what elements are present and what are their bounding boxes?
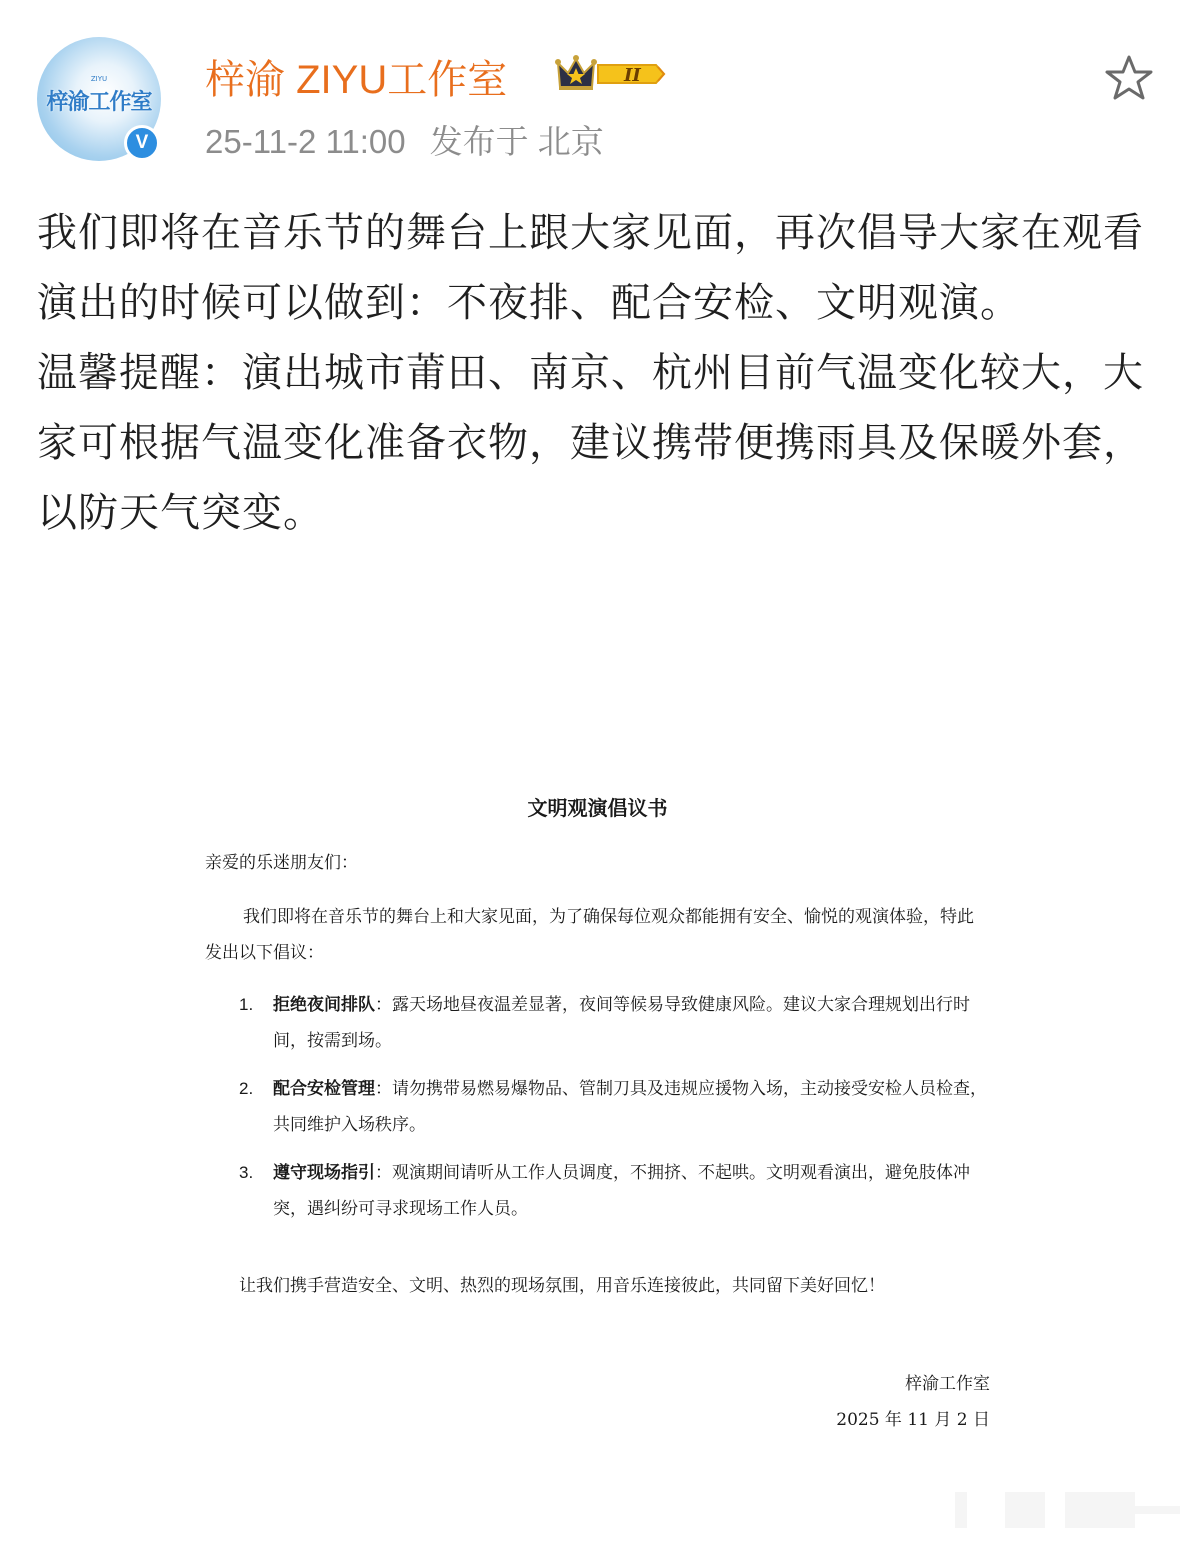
item-lead: 配合安检管理 bbox=[273, 1079, 375, 1099]
author-name[interactable]: 梓渝 ZIYU工作室 bbox=[205, 58, 508, 102]
post-meta bbox=[205, 116, 604, 163]
document-signature: 梓渝工作室 bbox=[905, 1374, 990, 1394]
item-text: ：请勿携带易燃易爆物品、管制刀具及违规应援物入场，主动接受安检人员检查，共同维护入场秩序。 bbox=[273, 1079, 987, 1135]
document-list-item bbox=[205, 1071, 990, 1143]
avatar-subtext: ZIYU bbox=[90, 75, 108, 83]
item-text: ：露天场地昼夜温差显著，夜间等候易导致健康风险。建议大家合理规划出行时间，按需到场。 bbox=[273, 995, 970, 1051]
post-location: 发布于 北京 bbox=[429, 123, 604, 160]
document-intro: 我们即将在音乐节的舞台上和大家见面，为了确保每位观众都能拥有安全、愉悦的观演体验，特此发出以下倡议： bbox=[205, 907, 974, 963]
watermark-icon bbox=[955, 1492, 1180, 1532]
favorite-button[interactable] bbox=[1104, 54, 1154, 102]
crown-icon bbox=[554, 53, 666, 95]
item-lead: 拒绝夜间排队 bbox=[273, 995, 375, 1015]
watermark bbox=[955, 1492, 1180, 1532]
item-number: 1. bbox=[239, 995, 254, 1014]
level-badge[interactable] bbox=[554, 53, 666, 95]
item-text: ：观演期间请听从工作人员调度，不拥挤、不起哄。文明观看演出，避免肢体冲突，遇纠纷可寻求现场工作人员。 bbox=[273, 1163, 970, 1219]
avatar-text: 梓渝工作室 bbox=[46, 90, 152, 115]
document-signature-block bbox=[205, 1366, 990, 1438]
document-closing: 让我们携手营造安全、文明、热烈的现场氛围，用音乐连接彼此，共同留下美好回忆！ bbox=[239, 1276, 885, 1296]
star-outline-icon bbox=[1104, 54, 1154, 102]
document-date: 2025 年 11 月 2 日 bbox=[836, 1410, 990, 1430]
post-body bbox=[37, 198, 1147, 548]
document-greeting: 亲爱的乐迷朋友们： bbox=[205, 853, 358, 873]
post-paragraph-1: 我们即将在音乐节的舞台上跟大家见面，再次倡导大家在观看演出的时候可以做到：不夜排、配合安检、文明观演。 bbox=[37, 210, 1144, 326]
item-lead: 遵守现场指引 bbox=[273, 1163, 375, 1183]
item-number: 3. bbox=[239, 1163, 254, 1182]
document-list-item bbox=[205, 987, 990, 1059]
document-list bbox=[205, 987, 990, 1227]
document-list-item bbox=[205, 1155, 990, 1227]
post-time: 25-11-2 11:00 bbox=[205, 123, 406, 160]
verified-badge-icon: V bbox=[124, 125, 160, 161]
item-number: 2. bbox=[239, 1079, 254, 1098]
attached-image-document[interactable] bbox=[205, 780, 990, 1438]
document-title: 文明观演倡议书 bbox=[527, 796, 668, 820]
post-paragraph-2: 温馨提醒：演出城市莆田、南京、杭州目前气温变化较大，大家可根据气温变化准备衣物，建议携带便携雨具及保暖外套，以防天气突变。 bbox=[37, 350, 1144, 536]
level-text: II bbox=[624, 65, 641, 86]
